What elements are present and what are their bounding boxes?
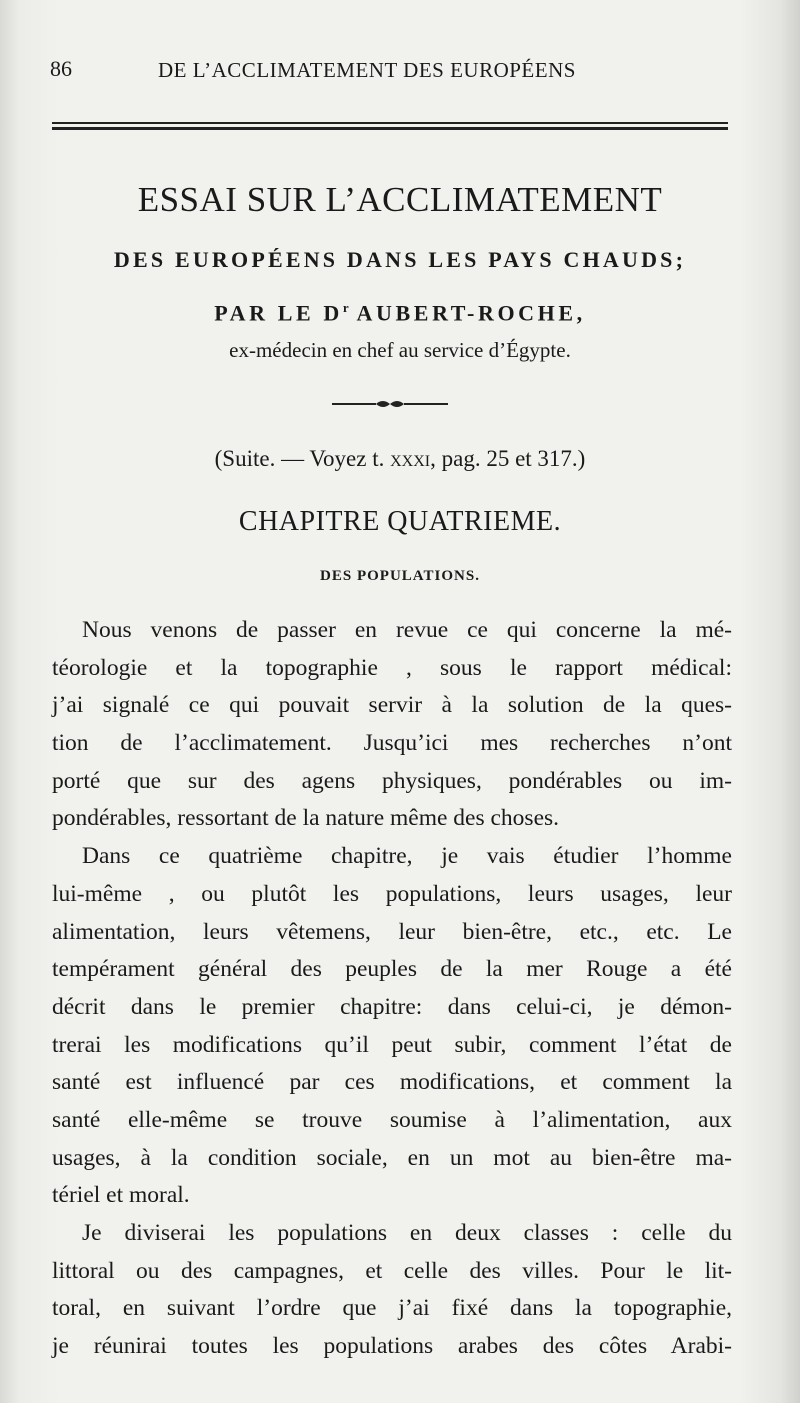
header-double-rule — [52, 122, 728, 130]
ornament-divider-icon — [330, 397, 450, 411]
page-header — [50, 52, 740, 92]
text-line: je réunirai toutes les populations arabes des côtes Arabi- — [52, 1333, 732, 1360]
article-author — [0, 300, 800, 326]
text-line: usages, à la condition sociale, en un mot au bien-être ma- — [52, 1144, 732, 1171]
text-line: alimentation, leurs vêtemens, leur bien-être, etc., etc. Le — [52, 918, 732, 945]
text-line: toral, en suivant l’ordre que j’ai fixé dans la topographie, — [52, 1295, 732, 1322]
text-line: porté que sur des agens physiques, pondérables ou im- — [52, 767, 732, 794]
text-line: santé est influencé par ces modifications, et comment la — [52, 1069, 732, 1096]
text-line: lui-même , ou plutôt les populations, leurs usages, leur — [52, 880, 732, 907]
section-heading: DES POPULATIONS. — [320, 568, 480, 584]
page-number: 86 — [50, 56, 72, 81]
article-title: ESSAI SUR L’ACCLIMATEMENT — [137, 180, 663, 219]
author-prefix: PAR LE D — [214, 300, 343, 326]
chapter-heading: CHAPITRE QUATRIEME. — [238, 506, 562, 537]
author-name: AUBERT-ROCHE, — [348, 300, 586, 326]
paragraph-2 — [52, 838, 732, 1215]
text-line: trerai les modifications qu’il peut subir, comment l’état de — [52, 1031, 732, 1058]
text-line: tempérament général des peuples de la mer Rouge a été — [52, 956, 732, 983]
text-line: Nous venons de passer en revue ce qui concerne la mé- — [82, 617, 732, 643]
text-line: pondérables, ressortant de la nature même des choses. — [52, 805, 560, 832]
text-line: décrit dans le premier chapitre: dans celui-ci, je démon- — [52, 993, 732, 1020]
continuation-note: (Suite. — Voyez t. xxxi, pag. 25 et 317.) — [214, 446, 586, 471]
text-line: Je diviserai les populations en deux classes : celle du — [82, 1220, 732, 1246]
author-title-superscript: r — [342, 300, 349, 315]
text-line: tériel et moral. — [52, 1182, 190, 1209]
text-line: littoral ou des campagnes, et celle des villes. Pour le lit- — [52, 1257, 732, 1284]
text-line: j’ai signalé ce qui pouvait servir à la solution de la ques- — [52, 692, 732, 719]
text-line: téorologie et la topographie , sous le rapport médical: — [52, 654, 732, 681]
paragraph-1 — [52, 612, 732, 838]
paragraph-3 — [52, 1215, 732, 1366]
body-text — [52, 612, 732, 1366]
text-line: Dans ce quatrième chapitre, je vais étudier l’homme — [82, 843, 732, 870]
running-title: DE L’ACCLIMATEMENT DES EUROPÉENS — [158, 58, 576, 82]
text-line: santé elle-même se trouve soumise à l’alimentation, aux — [52, 1106, 732, 1133]
author-affiliation: ex-médecin en chef au service d’Égypte. — [229, 338, 571, 362]
text-line: tion de l’acclimatement. Jusqu’ici mes recherches n’ont — [52, 730, 732, 757]
article-subtitle: DES EUROPÉENS DANS LES PAYS CHAUDS; — [113, 247, 687, 272]
